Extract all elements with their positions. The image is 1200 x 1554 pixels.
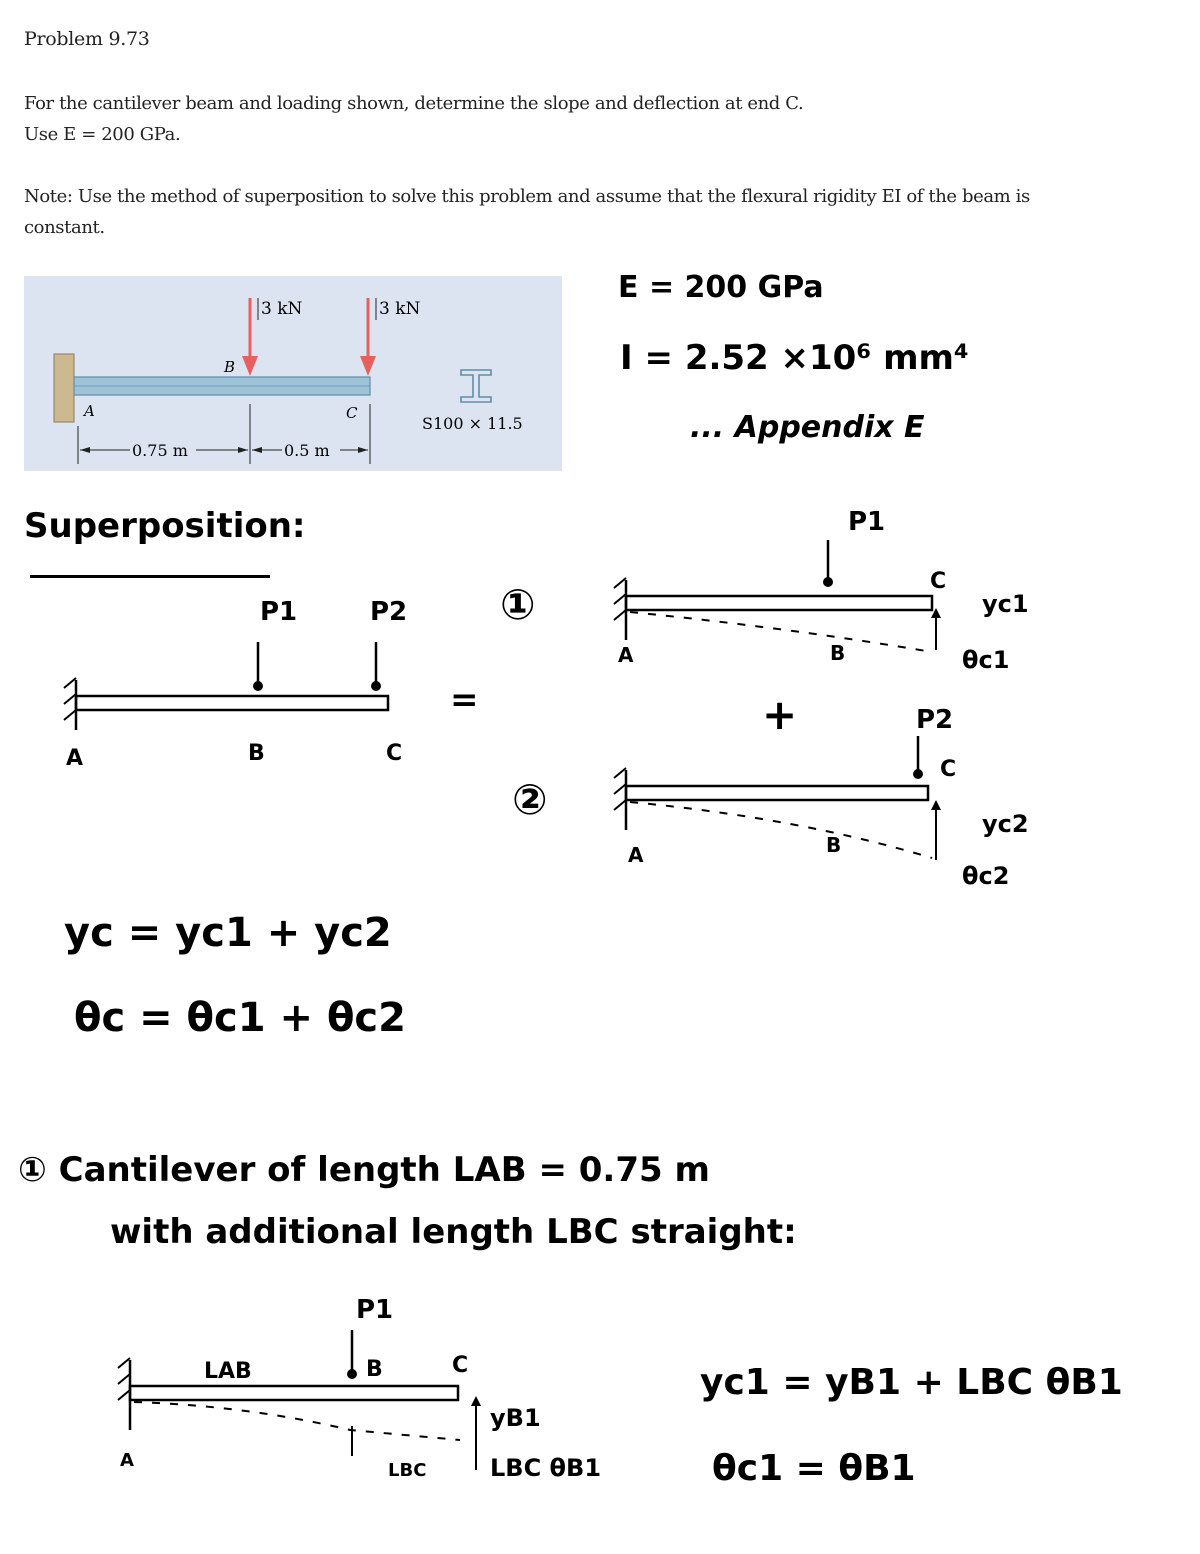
sketch-label-p2: P2 (370, 597, 408, 627)
given-modulus: E = 200 GPa (618, 270, 824, 305)
case2-label-yc2: yc2 (982, 810, 1029, 838)
equation-thetac1: θc1 = θB1 (712, 1448, 916, 1489)
section-label: S100 × 11.5 (422, 414, 523, 433)
case1-label-c: C (930, 569, 947, 594)
case1-label-b: B (830, 641, 846, 665)
note-line-2: constant. (24, 217, 105, 238)
equation-yc1: yc1 = yB1 + LBC θB1 (700, 1362, 1123, 1403)
superposition-heading: Superposition: (24, 506, 306, 546)
sketch-label-p1: P1 (260, 597, 298, 627)
detail-label-b: B (366, 1357, 383, 1382)
case1-label-p1: P1 (848, 507, 886, 537)
dim-label-bc: 0.5 m (284, 441, 330, 460)
detail-label-lab: LAB (204, 1359, 252, 1384)
plus-sign: + (762, 690, 798, 739)
beam-figure (24, 276, 562, 471)
load-label-c: 3 kN (379, 299, 421, 319)
case1-label-yc1: yc1 (982, 590, 1029, 618)
i-beam-section-icon (461, 370, 491, 402)
problem-title: Problem 9.73 (24, 28, 150, 50)
detail-label-p1: P1 (356, 1295, 394, 1325)
point-label-a: A (84, 402, 95, 420)
case1-label-a: A (618, 643, 634, 667)
case1-text-line2: with additional length LBC straight: (110, 1212, 797, 1252)
case2-label-b: B (826, 833, 842, 857)
sketch-label-c: C (386, 741, 403, 766)
case1-text-line1: ① Cantilever of length LAB = 0.75 m (18, 1150, 710, 1190)
equation-slope-sum: θc = θc1 + θc2 (74, 995, 406, 1041)
detail-label-a: A (120, 1450, 134, 1471)
case2-label-thetac2: θc2 (962, 862, 1010, 890)
sketch-label-a: A (66, 746, 84, 770)
point-label-b: B (224, 358, 236, 376)
load-arrow-b (242, 298, 258, 376)
sketch-label-b: B (248, 741, 265, 766)
equation-deflection-sum: yc = yc1 + yc2 (64, 910, 392, 956)
wall-support (54, 354, 74, 422)
load-label-b: 3 kN (261, 299, 303, 319)
sketch-case-1 (590, 500, 1070, 700)
detail-label-yb1: yB1 (490, 1404, 541, 1432)
sketch-full-beam (40, 580, 440, 770)
case-2-marker: ② (512, 775, 548, 824)
equals-sign: = (450, 680, 479, 720)
case2-label-c: C (940, 757, 957, 782)
detail-label-lbc-thetab1: LBC θB1 (490, 1454, 602, 1482)
load-arrow-c (360, 298, 376, 376)
case2-label-a: A (628, 843, 644, 867)
detail-label-lbc: LBC (388, 1460, 427, 1481)
sketch-case-1-detail (100, 1280, 680, 1500)
case2-label-p2: P2 (916, 705, 954, 735)
point-label-c: C (346, 404, 358, 422)
statement-line-2: Use E = 200 GPa. (24, 124, 181, 145)
dim-label-ab: 0.75 m (132, 441, 188, 460)
given-inertia: I = 2.52 ×10⁶ mm⁴ (620, 338, 969, 378)
statement-line-1: For the cantilever beam and loading shown, determine the slope and deflection at end C. (24, 93, 804, 114)
problem-note (24, 181, 1184, 243)
case1-label-thetac1: θc1 (962, 646, 1010, 674)
sketch-case-2 (590, 700, 1070, 910)
appendix-reference: ... Appendix E (690, 410, 925, 445)
case-1-marker: ① (500, 580, 536, 629)
note-line-1: Note: Use the method of superposition to solve this problem and assume that the flexural rigidity EI of the beam is (24, 186, 1030, 207)
detail-label-c: C (452, 1353, 469, 1378)
problem-statement (24, 88, 803, 150)
heading-underline (30, 575, 270, 578)
